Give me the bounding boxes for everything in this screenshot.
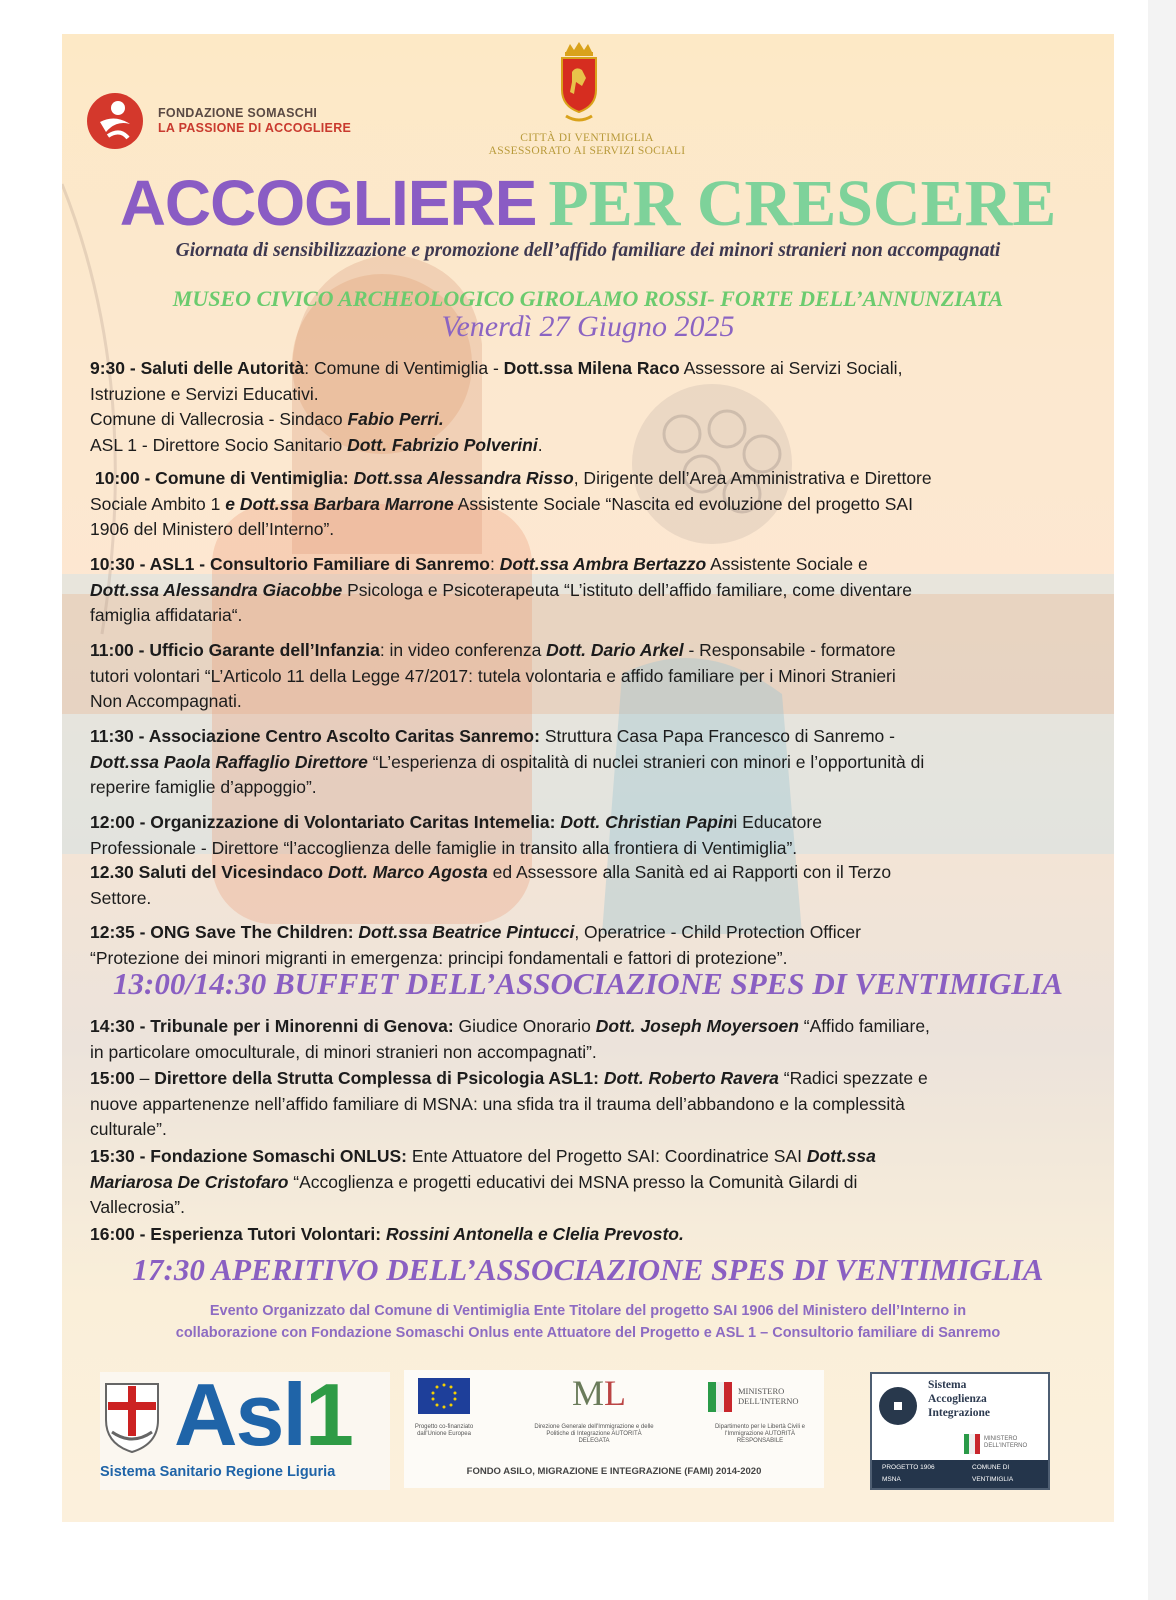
buffet-banner: 13:00/14:30 BUFFET DELL’ASSOCIAZIONE SPES DI VENTIMIGLIA	[113, 966, 1063, 1001]
asl-caption: Sistema Sanitario Regione Liguria	[100, 1464, 336, 1480]
ministero-label: MINISTERO DELL'INTERNO	[738, 1386, 799, 1406]
event-subtitle: Giornata di sensibilizzazione e promozione dell’affido familiare dei minori stranieri non accompagnati	[175, 240, 1001, 261]
speaker-name: Mariarosa De Cristofaro	[90, 1171, 289, 1192]
italy-flag-icon	[964, 1434, 980, 1454]
slot-text: –	[134, 1068, 155, 1088]
slot-text: 1906 del Ministero dell’Interno”.	[90, 519, 335, 539]
program-slot-1235	[90, 920, 1090, 971]
slot-text: Giudice Onorario	[453, 1016, 596, 1036]
speaker-name: Dott. Christian Papin	[560, 812, 734, 832]
ml-caption: Direzione Generale dell'Immigrazione e delle Politiche di Integrazione AUTORITÀ DELEGATA	[534, 1424, 654, 1444]
slot-time: 11:30 - Associazione Centro Ascolto Caritas Sanremo:	[90, 726, 540, 746]
title-accogliere: ACCOGLIERE	[119, 167, 537, 239]
sai-msna: MSNA	[882, 1476, 901, 1483]
slot-text: Vallecrosia”.	[90, 1197, 185, 1217]
speaker-name: Dott.ssa	[806, 1146, 876, 1166]
aperitivo-banner: 17:30 APERITIVO DELL’ASSOCIAZIONE SPES DI VENTIMIGLIA	[132, 1252, 1044, 1287]
slot-title: Direttore della Strutta Complessa di Psicologia ASL1:	[154, 1068, 599, 1088]
slot-time: 9:30 - Saluti delle Autorità	[90, 358, 305, 378]
slot-text: Sociale Ambito 1	[90, 493, 226, 514]
program-slot-1600	[90, 1222, 1090, 1248]
speaker-name: Rossini Antonella e Clelia Prevosto.	[385, 1224, 684, 1244]
slot-text: Professionale - Direttore “l’accoglienza delle famiglie in transito alla frontiera di Ventimiglia”.	[90, 837, 798, 858]
asl1-logo	[100, 1365, 390, 1490]
slot-text: Ente Attuatore del Progetto SAI: Coordinatrice SAI	[407, 1146, 807, 1166]
slot-text: Comune di Vallecrosia - Sindaco	[90, 409, 348, 429]
slot-time: 10:00 - Comune di Ventimiglia:	[94, 468, 349, 488]
program-slot-1000	[90, 466, 1090, 543]
sai-line-3: Integrazione	[928, 1407, 990, 1419]
slot-text: Istruzione e Servizi Educativi.	[90, 383, 319, 404]
sai-line-2: Accoglienza	[928, 1393, 987, 1405]
event-venue: MUSEO CIVICO ARCHEOLOGICO GIROLAMO ROSSI- FORTE DELL’ANNUNZIATA	[172, 286, 1004, 311]
program-slot-1430	[90, 1014, 1090, 1065]
slot-text: Assessore ai Servizi Sociali,	[679, 358, 903, 378]
speaker-name: Dott. Marco Agosta	[328, 862, 488, 882]
program-slot-1530	[90, 1144, 1090, 1221]
slot-text: .	[537, 434, 543, 455]
eu-flag-icon	[418, 1378, 470, 1414]
slot-time: 15:00	[90, 1068, 135, 1088]
slot-text: famiglia affidataria“.	[90, 605, 243, 625]
speaker-name: Dott. Dario Arkel	[546, 640, 684, 660]
organizer-note	[62, 1300, 1114, 1344]
slot-text: ASL 1 - Direttore Socio Sanitario	[90, 434, 348, 455]
speaker-name: Dott.ssa Paola Raffaglio Direttore	[90, 751, 368, 772]
slot-text: Struttura Casa Papa Francesco di Sanremo -	[539, 726, 895, 746]
program-slot-1130	[90, 724, 1090, 801]
organizer-line: Evento Organizzato dal Comune di Ventimiglia Ente Titolare del progetto SAI 1906 del Ministero dell’Interno in	[209, 1303, 967, 1319]
speaker-name: Dott.ssa Beatrice Pintucci	[358, 922, 575, 942]
slot-text: ed Assessore alla Sanità ed ai Rapporti con il Terzo	[487, 862, 892, 882]
speaker-name: Dott.ssa Alessandra Giacobbe	[90, 579, 343, 600]
slot-text: :	[490, 554, 500, 574]
slot-text: : Comune di Ventimiglia -	[304, 358, 504, 378]
slot-time: 12:00 - Organizzazione di Volontariato Caritas Intemelia:	[90, 812, 556, 832]
slot-text: tutori volontari “L’Articolo 11 della Legge 47/2017: tutela volontaria e affido familiare per i Minori Stranieri	[90, 665, 896, 686]
slot-text: : in video conferenza	[379, 640, 547, 660]
slot-text: Non Accompagnati.	[90, 691, 242, 711]
speaker-name: Dott.ssa Alessandra Risso	[353, 468, 574, 488]
speaker-name: Dott. Fabrizio Polverini	[347, 434, 538, 455]
speaker-name: Dott. Joseph Moyersoen	[595, 1016, 799, 1036]
organizer-line: collaborazione con Fondazione Somaschi Onlus ente Attuatore del Progetto e ASL 1 – Consultorio familiare di Sanremo	[175, 1325, 1001, 1341]
slot-text: Assistente Sociale e	[706, 554, 868, 574]
program-slot-1200	[90, 810, 1090, 861]
sai-progetto: PROGETTO 1906	[882, 1464, 935, 1471]
sai-line-1: Sistema	[928, 1379, 967, 1391]
sai-ministero: MINISTERO DELL'INTERNO	[984, 1436, 1028, 1449]
event-date: Venerdì 27 Giugno 2025	[441, 310, 735, 343]
slot-text: i Educatore	[733, 812, 822, 832]
viewer-frame-edge	[1148, 0, 1176, 1600]
eu-caption: Progetto co-finanziato dall'Unione Europea	[414, 1424, 474, 1437]
sai-logo	[870, 1372, 1050, 1490]
sai-comune: COMUNE DI	[972, 1464, 1010, 1471]
slot-time: 11:00 - Ufficio Garante dell’Infanzia	[90, 640, 380, 660]
slot-time: 12:35 - ONG Save The Children:	[90, 922, 354, 942]
slot-time: 10:30 - ASL1 - Consultorio Familiare di Sanremo	[90, 554, 490, 574]
slot-text: nuove appartenenze nell’affido familiare di MSNA: una sfida tra il trauma dell’abbandono e la complessità	[90, 1093, 905, 1114]
somaschi-name: FONDAZIONE SOMASCHI	[158, 106, 318, 120]
slot-time: 14:30 - Tribunale per i Minorenni di Genova:	[90, 1016, 454, 1036]
event-title	[62, 166, 1114, 242]
slot-text: culturale”.	[90, 1119, 167, 1139]
slot-text: - Responsabile - formatore	[683, 640, 896, 660]
slot-text: “Radici spezzate e	[778, 1068, 928, 1088]
sai-emblem-icon	[878, 1386, 918, 1426]
program-slot-0930	[90, 356, 1090, 458]
slot-text: , Operatrice - Child Protection Officer	[574, 922, 861, 942]
program-slot-1230	[90, 860, 1090, 911]
slot-text: “Affido familiare,	[798, 1016, 930, 1036]
city-department	[412, 132, 762, 158]
ml-monogram-icon: ML	[572, 1373, 627, 1413]
slot-text: Assistente Sociale “Nascita ed evoluzione del progetto SAI	[453, 493, 913, 514]
department-name: ASSESSORATO AI SERVIZI SOCIALI	[488, 145, 686, 157]
slot-text: , Dirigente dell’Area Amministrativa e Direttore	[573, 468, 932, 488]
slot-text: “Protezione dei minori migranti in emergenza: principi fondamentali e fattori di protezione”.	[90, 947, 788, 968]
somaschi-emblem-icon	[86, 92, 144, 150]
speaker-name: Dott.ssa Milena Raco	[503, 358, 680, 378]
slot-text: Psicologa e Psicoterapeuta “L’istituto dell’affido familiare, come diventare	[342, 579, 912, 600]
slot-text: in particolare omoculturale, di minori stranieri non accompagnati”.	[90, 1041, 597, 1062]
somaschi-motto: LA PASSIONE DI ACCOGLIERE	[158, 121, 352, 135]
speaker-name: e Dott.ssa Barbara Marrone	[225, 493, 454, 514]
slot-text: reperire famiglie d’appoggio”.	[90, 777, 317, 797]
somaschi-logo	[86, 92, 351, 150]
slot-text: “Accoglienza e progetti educativi dei MSNA presso la Comunità Gilardi di	[288, 1171, 858, 1192]
slot-text: “L’esperienza di ospitalità di nuclei stranieri con minori e l’opportunità di	[367, 751, 925, 772]
city-name: CITTÀ DI VENTIMIGLIA	[520, 132, 654, 144]
fami-logos	[404, 1370, 824, 1488]
speaker-name: Dott.ssa Ambra Bertazzo	[499, 554, 707, 574]
slot-time: 12.30 Saluti del Vicesindaco	[90, 862, 324, 882]
fami-caption: FONDO ASILO, MIGRAZIONE E INTEGRAZIONE (FAMI) 2014-2020	[466, 1466, 762, 1477]
speaker-name: Dott. Roberto Ravera	[603, 1068, 779, 1088]
asl-number: 1	[304, 1365, 352, 1464]
asl-wordmark: Asl	[174, 1365, 305, 1464]
liguria-coat-of-arms-icon	[102, 1380, 162, 1454]
title-per-crescere: PER CRESCERE	[548, 167, 1057, 240]
slot-text: Settore.	[90, 887, 152, 908]
program-slot-1030	[90, 552, 1090, 629]
ventimiglia-crest-icon	[556, 42, 602, 132]
italy-flag-icon	[708, 1382, 732, 1412]
program-slot-1100	[90, 638, 1090, 715]
slot-time: 16:00 - Esperienza Tutori Volontari:	[90, 1224, 382, 1244]
event-poster	[62, 34, 1114, 1522]
sai-city: VENTIMIGLIA	[972, 1476, 1014, 1483]
dip-caption: Dipartimento per le Libertà Civili e l'Immigrazione AUTORITÀ RESPONSABILE	[714, 1424, 806, 1444]
slot-time: 15:30 - Fondazione Somaschi ONLUS:	[90, 1146, 407, 1166]
program-slot-1500	[90, 1066, 1090, 1143]
speaker-name: Fabio Perri.	[347, 409, 444, 429]
